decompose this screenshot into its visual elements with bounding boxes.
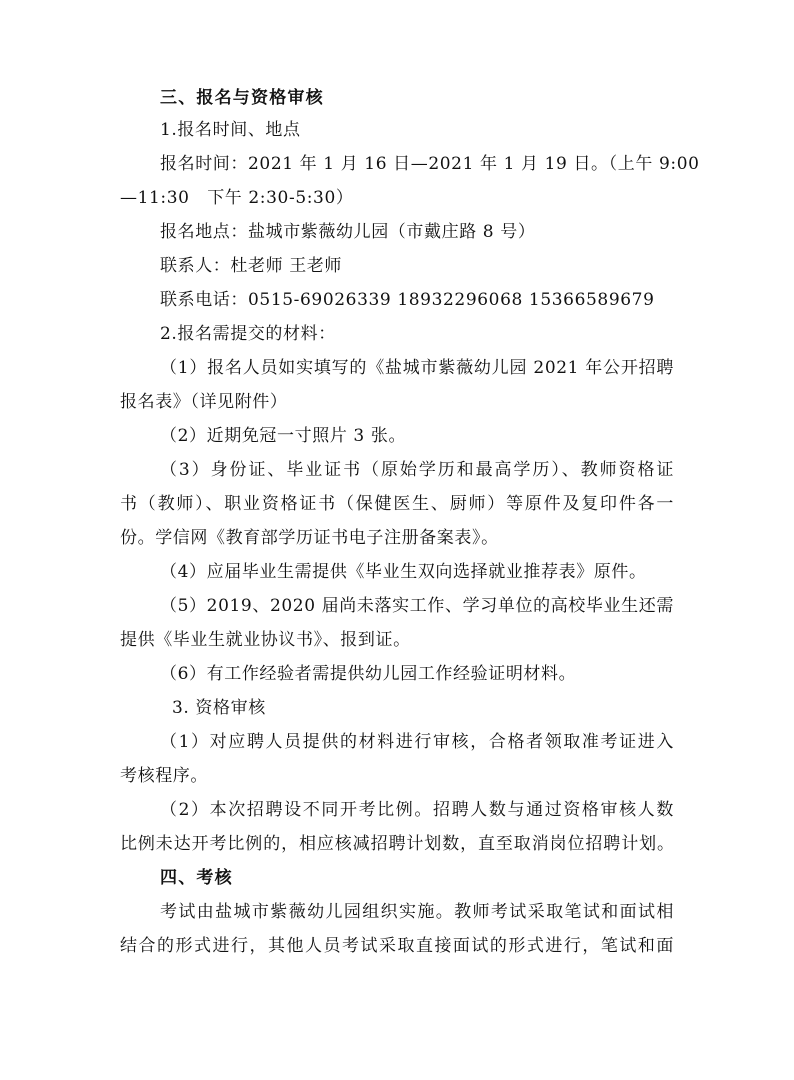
material-item-3-line-1: （3）身份证、毕业证书（原始学历和最高学历）、教师资格证 xyxy=(160,460,674,480)
material-item-3-line-2: 书（教师）、职业资格证书（保健医生、厨师）等原件及复印件各一 xyxy=(120,494,674,514)
section-heading-assessment: 四、考核 xyxy=(160,868,233,888)
registration-location: 报名地点：盐城市紫薇幼儿园（市戴庄路 8 号） xyxy=(160,222,536,242)
material-item-2: （2）近期免冠一寸照片 3 张。 xyxy=(160,426,407,446)
assessment-paragraph-line-1: 考试由盐城市紫薇幼儿园组织实施。教师考试采取笔试和面试相 xyxy=(160,902,674,922)
assessment-paragraph-line-2: 结合的形式进行，其他人员考试采取直接面试的形式进行，笔试和面 xyxy=(120,936,674,956)
material-item-3-line-3: 份。学信网《教育部学历证书电子注册备案表》。 xyxy=(120,528,499,548)
review-item-2-line-2: 比例未达开考比例的，相应核减招聘计划数，直至取消岗位招聘计划。 xyxy=(120,834,674,854)
registration-time-line-2: —11:30 下午 2:30-5:30） xyxy=(120,188,354,208)
material-item-1-line-2: 报名表》（详见附件） xyxy=(120,392,288,412)
subsection-title-time-location: 1.报名时间、地点 xyxy=(160,120,301,140)
material-item-6: （6）有工作经验者需提供幼儿园工作经验证明材料。 xyxy=(160,664,577,684)
material-item-5-line-1: （5）2019、2020 届尚未落实工作、学习单位的高校毕业生还需 xyxy=(160,596,674,616)
registration-time-line-1: 报名时间：2021 年 1 月 16 日—2021 年 1 月 19 日。（上午 9:00 xyxy=(160,154,700,174)
review-item-2-line-1: （2）本次招聘设不同开考比例。招聘人数与通过资格审核人数 xyxy=(160,800,674,820)
material-item-4: （4）应届毕业生需提供《毕业生双向选择就业推荐表》原件。 xyxy=(160,562,647,582)
subsection-title-materials: 2.报名需提交的材料： xyxy=(160,324,336,344)
subsection-title-qualification-review: 3. 资格审核 xyxy=(172,698,266,718)
contact-phone: 联系电话：0515-69026339 18932296068 15366589679 xyxy=(160,290,655,310)
review-item-1-line-1: （1）对应聘人员提供的材料进行审核，合格者领取准考证进入 xyxy=(160,732,674,752)
material-item-5-line-2: 提供《毕业生就业协议书》、报到证。 xyxy=(120,630,411,650)
section-heading-registration: 三、报名与资格审核 xyxy=(160,88,324,108)
material-item-1-line-1: （1）报名人员如实填写的《盐城市紫薇幼儿园 2021 年公开招聘 xyxy=(160,358,674,378)
review-item-1-line-2: 考核程序。 xyxy=(120,766,208,786)
contact-persons: 联系人：杜老师 王老师 xyxy=(160,256,343,276)
